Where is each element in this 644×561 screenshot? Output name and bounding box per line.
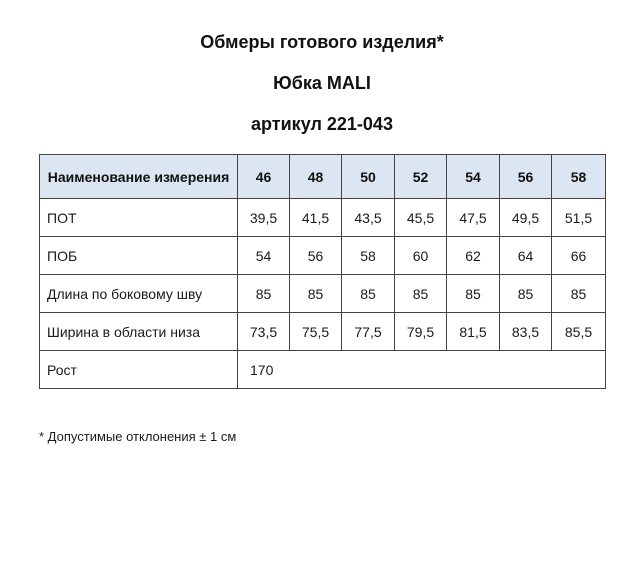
row-label: Рост <box>40 351 238 389</box>
table-cell: 56 <box>290 237 342 275</box>
measurements-table <box>39 154 606 389</box>
size-header: 56 <box>500 155 552 199</box>
row-label: Длина по боковому шву <box>40 275 238 313</box>
table-header-row <box>40 155 606 199</box>
table-cell: 62 <box>447 237 500 275</box>
table-cell: 79,5 <box>395 313 447 351</box>
table-cell: 81,5 <box>447 313 500 351</box>
table-cell: 43,5 <box>342 199 395 237</box>
table-cell: 49,5 <box>500 199 552 237</box>
table-cell: 85,5 <box>552 313 606 351</box>
table-cell: 73,5 <box>238 313 290 351</box>
table-cell: 51,5 <box>552 199 606 237</box>
size-header: 50 <box>342 155 395 199</box>
table-cell: 83,5 <box>500 313 552 351</box>
size-header: 52 <box>395 155 447 199</box>
table-cell: 47,5 <box>447 199 500 237</box>
article-number: артикул 221-043 <box>251 114 393 134</box>
size-header: 46 <box>238 155 290 199</box>
table-row <box>40 313 606 351</box>
table-cell: 85 <box>500 275 552 313</box>
table-cell: 45,5 <box>395 199 447 237</box>
table-row <box>40 237 606 275</box>
measurement-name-header: Наименование измерения <box>40 155 238 199</box>
table-cell: 39,5 <box>238 199 290 237</box>
table-cell: 85 <box>395 275 447 313</box>
row-label: ПОТ <box>40 199 238 237</box>
table-cell: 66 <box>552 237 606 275</box>
table-cell: 75,5 <box>290 313 342 351</box>
size-header: 54 <box>447 155 500 199</box>
row-label: Ширина в области низа <box>40 313 238 351</box>
table-cell: 64 <box>500 237 552 275</box>
document-title: Обмеры готового изделия* <box>200 32 444 52</box>
table-cell: 85 <box>342 275 395 313</box>
size-header: 58 <box>552 155 606 199</box>
rost-value: 170 <box>238 351 606 389</box>
table-cell: 77,5 <box>342 313 395 351</box>
table-cell: 85 <box>447 275 500 313</box>
table-row-rost <box>40 351 606 389</box>
product-name: Юбка MALI <box>273 73 371 93</box>
table-cell: 54 <box>238 237 290 275</box>
row-label: ПОБ <box>40 237 238 275</box>
table-cell: 58 <box>342 237 395 275</box>
table-cell: 85 <box>290 275 342 313</box>
table-row <box>40 199 606 237</box>
size-header: 48 <box>290 155 342 199</box>
table-row <box>40 275 606 313</box>
table-cell: 85 <box>238 275 290 313</box>
table-cell: 60 <box>395 237 447 275</box>
table-cell: 85 <box>552 275 606 313</box>
footnote: * Допустимые отклонения ± 1 см <box>39 429 237 444</box>
table-cell: 41,5 <box>290 199 342 237</box>
